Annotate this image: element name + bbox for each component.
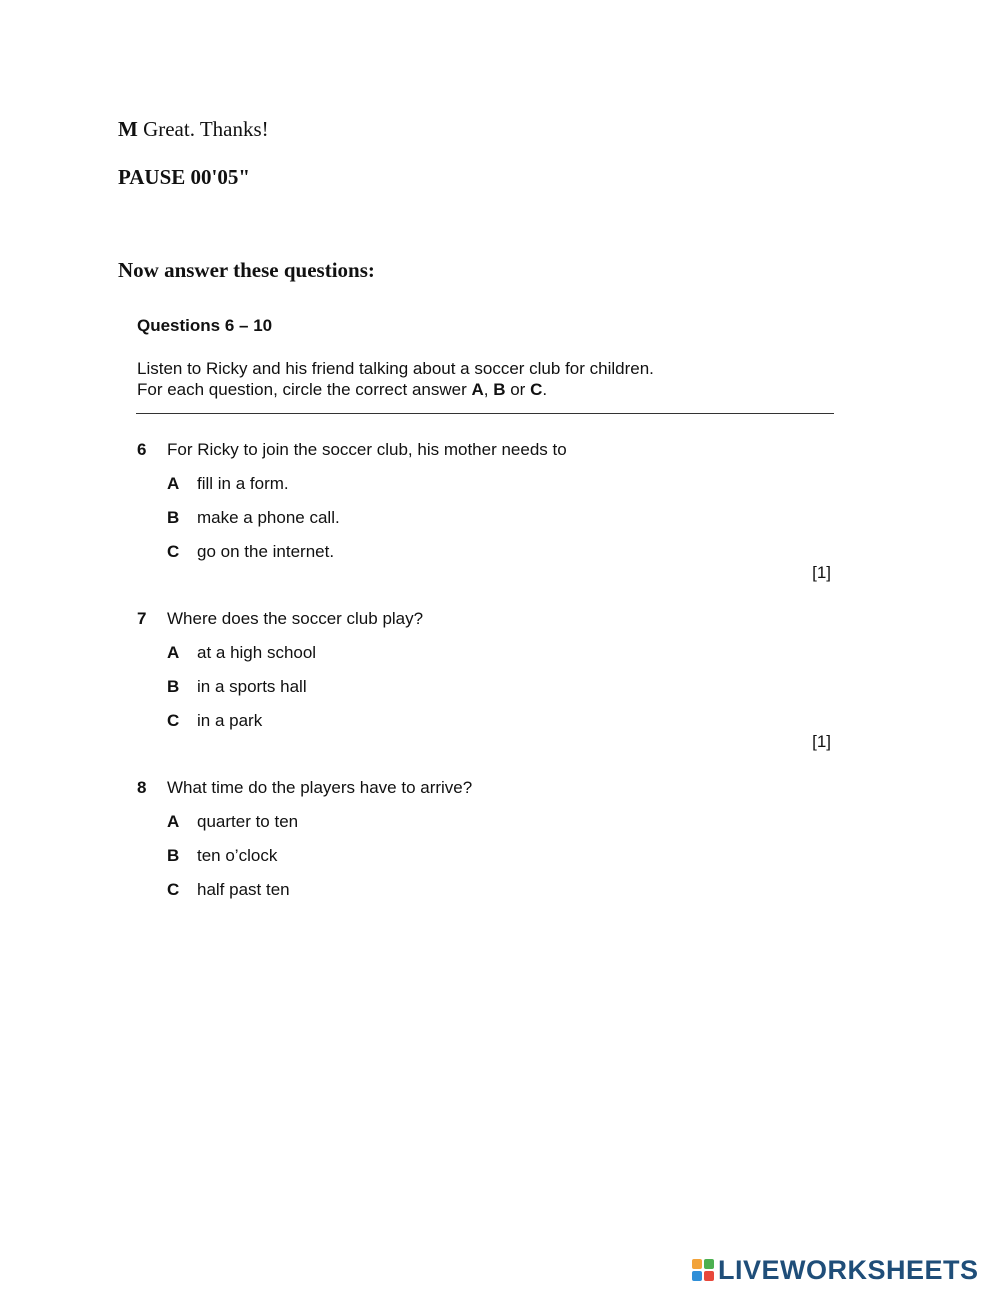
option-text: in a park: [197, 711, 263, 730]
instruction-heading: Now answer these questions:: [118, 258, 375, 282]
option-b[interactable]: [137, 677, 837, 699]
option-letter: B: [167, 677, 180, 696]
intro-line-2: [137, 379, 654, 400]
intro-separator: ,: [483, 380, 494, 399]
option-a[interactable]: [137, 812, 837, 834]
question-text: Where does the soccer club play?: [167, 609, 424, 628]
option-text: in a sports hall: [197, 677, 307, 696]
option-text: fill in a form.: [197, 474, 289, 493]
mark-label: [1]: [812, 732, 831, 751]
question-text: For Ricky to join the soccer club, his mother needs to: [167, 440, 567, 459]
question-number: 8: [137, 778, 147, 797]
option-b[interactable]: [137, 508, 837, 530]
option-letter: A: [167, 474, 180, 493]
section-intro: [137, 358, 654, 400]
question-row: [137, 440, 837, 462]
option-text: make a phone call.: [197, 508, 340, 527]
option-c[interactable]: [137, 711, 837, 733]
mark-label: [1]: [812, 563, 831, 582]
option-a[interactable]: [137, 474, 837, 496]
question-text: What time do the players have to arrive?: [167, 778, 473, 797]
intro-end: .: [542, 380, 548, 399]
logo-square: [704, 1271, 714, 1281]
logo-square: [692, 1271, 702, 1281]
intro-letter-c: C: [530, 380, 543, 399]
option-text: half past ten: [197, 880, 290, 899]
option-c[interactable]: [137, 880, 837, 902]
dialog-text: Great. Thanks!: [143, 117, 269, 141]
option-text: ten o’clock: [197, 846, 278, 865]
option-text: quarter to ten: [197, 812, 299, 831]
option-text: at a high school: [197, 643, 317, 662]
intro-or: or: [505, 380, 531, 399]
logo-text: LIVEWORKSHEETS: [718, 1254, 979, 1285]
section-title: Questions 6 – 10: [137, 316, 273, 335]
dialog-line: [118, 117, 269, 142]
liveworksheets-logo-icon: [692, 1259, 714, 1281]
divider: [136, 413, 834, 414]
option-letter: B: [167, 508, 180, 527]
question-number: 7: [137, 609, 147, 628]
question-row: [137, 609, 837, 631]
intro-letter-a: A: [471, 380, 484, 399]
liveworksheets-logo: [692, 1255, 979, 1285]
speaker-label: M: [118, 117, 138, 141]
option-c[interactable]: [137, 542, 837, 564]
option-a[interactable]: [137, 643, 837, 665]
question-7: [137, 609, 837, 751]
intro-letter-b: B: [493, 380, 506, 399]
question-8: [137, 778, 837, 902]
option-letter: A: [167, 812, 180, 831]
option-letter: C: [167, 542, 180, 561]
question-6: [137, 440, 837, 582]
logo-square: [692, 1259, 702, 1269]
option-text: go on the internet.: [197, 542, 335, 561]
option-letter: A: [167, 643, 180, 662]
option-letter: B: [167, 846, 180, 865]
logo-square: [704, 1259, 714, 1269]
option-b[interactable]: [137, 846, 837, 868]
question-row: [137, 778, 837, 800]
pause-label: PAUSE 00'05": [118, 165, 251, 189]
option-letter: C: [167, 880, 180, 899]
intro-text: For each question, circle the correct answer: [137, 380, 472, 399]
question-number: 6: [137, 440, 147, 459]
option-letter: C: [167, 711, 180, 730]
intro-line-1: Listen to Ricky and his friend talking about a soccer club for children.: [137, 359, 654, 378]
